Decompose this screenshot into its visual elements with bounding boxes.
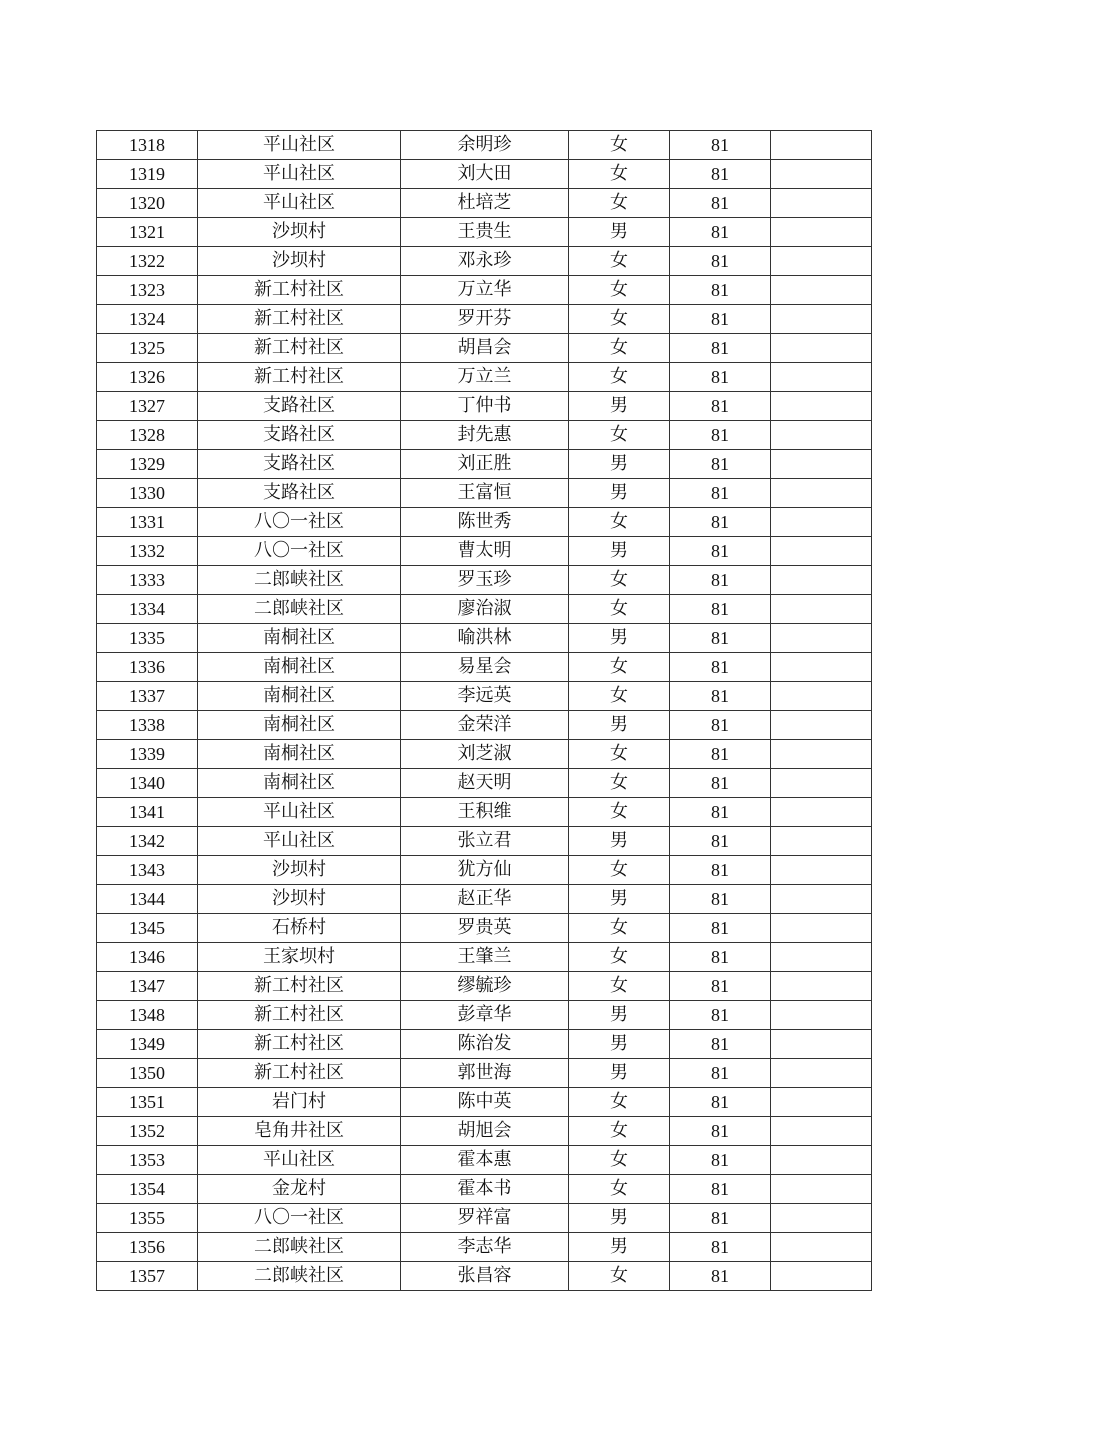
cell-community: 新工村社区 xyxy=(198,334,401,363)
cell-age: 81 xyxy=(670,1175,771,1204)
cell-number: 1341 xyxy=(97,798,198,827)
cell-note xyxy=(771,537,872,566)
table-row xyxy=(97,827,872,856)
cell-name: 王富恒 xyxy=(401,479,569,508)
cell-sex: 女 xyxy=(569,740,670,769)
cell-number: 1345 xyxy=(97,914,198,943)
cell-note xyxy=(771,450,872,479)
cell-note xyxy=(771,392,872,421)
cell-note xyxy=(771,479,872,508)
cell-community: 二郎峡社区 xyxy=(198,566,401,595)
cell-age: 81 xyxy=(670,479,771,508)
roster-body xyxy=(97,131,872,1291)
cell-community: 沙坝村 xyxy=(198,247,401,276)
cell-note xyxy=(771,943,872,972)
cell-age: 81 xyxy=(670,160,771,189)
cell-note xyxy=(771,624,872,653)
cell-note xyxy=(771,711,872,740)
table-row xyxy=(97,972,872,1001)
cell-community: 南桐社区 xyxy=(198,682,401,711)
cell-number: 1320 xyxy=(97,189,198,218)
cell-age: 81 xyxy=(670,421,771,450)
cell-sex: 男 xyxy=(569,827,670,856)
table-row xyxy=(97,653,872,682)
cell-sex: 男 xyxy=(569,218,670,247)
cell-number: 1331 xyxy=(97,508,198,537)
table-row xyxy=(97,595,872,624)
cell-name: 王积维 xyxy=(401,798,569,827)
table-row xyxy=(97,740,872,769)
table-row xyxy=(97,305,872,334)
cell-name: 曹太明 xyxy=(401,537,569,566)
cell-sex: 女 xyxy=(569,363,670,392)
cell-age: 81 xyxy=(670,943,771,972)
cell-number: 1357 xyxy=(97,1262,198,1291)
cell-note xyxy=(771,653,872,682)
table-row xyxy=(97,537,872,566)
cell-name: 胡旭会 xyxy=(401,1117,569,1146)
cell-age: 81 xyxy=(670,914,771,943)
cell-age: 81 xyxy=(670,827,771,856)
cell-number: 1337 xyxy=(97,682,198,711)
cell-name: 张立君 xyxy=(401,827,569,856)
cell-sex: 女 xyxy=(569,247,670,276)
cell-age: 81 xyxy=(670,1059,771,1088)
cell-number: 1349 xyxy=(97,1030,198,1059)
cell-age: 81 xyxy=(670,653,771,682)
cell-community: 平山社区 xyxy=(198,131,401,160)
cell-number: 1327 xyxy=(97,392,198,421)
cell-age: 81 xyxy=(670,276,771,305)
cell-name: 霍本书 xyxy=(401,1175,569,1204)
cell-name: 郭世海 xyxy=(401,1059,569,1088)
cell-number: 1322 xyxy=(97,247,198,276)
cell-name: 刘正胜 xyxy=(401,450,569,479)
cell-note xyxy=(771,1262,872,1291)
cell-name: 罗祥富 xyxy=(401,1204,569,1233)
cell-sex: 男 xyxy=(569,885,670,914)
cell-note xyxy=(771,566,872,595)
cell-sex: 女 xyxy=(569,160,670,189)
cell-sex: 女 xyxy=(569,334,670,363)
cell-number: 1334 xyxy=(97,595,198,624)
cell-name: 陈中英 xyxy=(401,1088,569,1117)
cell-name: 彭章华 xyxy=(401,1001,569,1030)
table-row xyxy=(97,450,872,479)
cell-sex: 女 xyxy=(569,305,670,334)
cell-age: 81 xyxy=(670,1233,771,1262)
cell-name: 张昌容 xyxy=(401,1262,569,1291)
cell-name: 喻洪林 xyxy=(401,624,569,653)
cell-number: 1319 xyxy=(97,160,198,189)
cell-number: 1338 xyxy=(97,711,198,740)
cell-community: 支路社区 xyxy=(198,421,401,450)
table-row xyxy=(97,1233,872,1262)
cell-sex: 男 xyxy=(569,450,670,479)
cell-community: 平山社区 xyxy=(198,827,401,856)
cell-age: 81 xyxy=(670,856,771,885)
cell-community: 平山社区 xyxy=(198,160,401,189)
table-row xyxy=(97,1059,872,1088)
cell-note xyxy=(771,740,872,769)
cell-community: 新工村社区 xyxy=(198,972,401,1001)
table-row xyxy=(97,160,872,189)
table-row xyxy=(97,769,872,798)
table-row xyxy=(97,334,872,363)
table-row xyxy=(97,1001,872,1030)
cell-age: 81 xyxy=(670,537,771,566)
cell-number: 1344 xyxy=(97,885,198,914)
cell-note xyxy=(771,914,872,943)
cell-community: 八〇一社区 xyxy=(198,1204,401,1233)
cell-community: 八〇一社区 xyxy=(198,537,401,566)
cell-number: 1330 xyxy=(97,479,198,508)
cell-note xyxy=(771,972,872,1001)
table-row xyxy=(97,885,872,914)
cell-note xyxy=(771,1233,872,1262)
cell-sex: 女 xyxy=(569,856,670,885)
cell-sex: 女 xyxy=(569,682,670,711)
cell-sex: 男 xyxy=(569,1204,670,1233)
cell-community: 石桥村 xyxy=(198,914,401,943)
table-row xyxy=(97,566,872,595)
roster-table xyxy=(96,130,872,1291)
cell-number: 1355 xyxy=(97,1204,198,1233)
cell-sex: 女 xyxy=(569,276,670,305)
cell-community: 沙坝村 xyxy=(198,218,401,247)
cell-sex: 女 xyxy=(569,508,670,537)
cell-age: 81 xyxy=(670,392,771,421)
cell-sex: 男 xyxy=(569,1233,670,1262)
cell-sex: 男 xyxy=(569,1059,670,1088)
cell-community: 二郎峡社区 xyxy=(198,595,401,624)
cell-number: 1346 xyxy=(97,943,198,972)
cell-sex: 女 xyxy=(569,943,670,972)
cell-sex: 女 xyxy=(569,769,670,798)
cell-age: 81 xyxy=(670,1204,771,1233)
cell-note xyxy=(771,769,872,798)
cell-number: 1354 xyxy=(97,1175,198,1204)
cell-note xyxy=(771,1204,872,1233)
cell-name: 王贵生 xyxy=(401,218,569,247)
cell-age: 81 xyxy=(670,189,771,218)
table-row xyxy=(97,914,872,943)
table-row xyxy=(97,682,872,711)
cell-name: 金荣洋 xyxy=(401,711,569,740)
cell-name: 封先惠 xyxy=(401,421,569,450)
cell-age: 81 xyxy=(670,1146,771,1175)
cell-note xyxy=(771,595,872,624)
cell-age: 81 xyxy=(670,682,771,711)
cell-community: 沙坝村 xyxy=(198,856,401,885)
cell-name: 万立兰 xyxy=(401,363,569,392)
cell-sex: 男 xyxy=(569,624,670,653)
cell-community: 皂角井社区 xyxy=(198,1117,401,1146)
cell-number: 1339 xyxy=(97,740,198,769)
cell-note xyxy=(771,218,872,247)
cell-sex: 女 xyxy=(569,595,670,624)
table-row xyxy=(97,624,872,653)
cell-sex: 女 xyxy=(569,421,670,450)
cell-note xyxy=(771,1001,872,1030)
cell-age: 81 xyxy=(670,218,771,247)
cell-sex: 女 xyxy=(569,1175,670,1204)
cell-name: 廖治淑 xyxy=(401,595,569,624)
cell-number: 1325 xyxy=(97,334,198,363)
table-row xyxy=(97,943,872,972)
cell-note xyxy=(771,334,872,363)
cell-sex: 男 xyxy=(569,711,670,740)
cell-note xyxy=(771,1146,872,1175)
cell-sex: 男 xyxy=(569,1030,670,1059)
cell-community: 南桐社区 xyxy=(198,653,401,682)
cell-note xyxy=(771,160,872,189)
cell-note xyxy=(771,276,872,305)
cell-community: 二郎峡社区 xyxy=(198,1233,401,1262)
cell-name: 罗贵英 xyxy=(401,914,569,943)
cell-number: 1329 xyxy=(97,450,198,479)
table-row xyxy=(97,363,872,392)
cell-age: 81 xyxy=(670,740,771,769)
cell-name: 杜培芝 xyxy=(401,189,569,218)
table-row xyxy=(97,856,872,885)
cell-number: 1333 xyxy=(97,566,198,595)
cell-name: 赵天明 xyxy=(401,769,569,798)
cell-number: 1321 xyxy=(97,218,198,247)
cell-sex: 女 xyxy=(569,798,670,827)
cell-sex: 男 xyxy=(569,392,670,421)
cell-number: 1342 xyxy=(97,827,198,856)
cell-sex: 女 xyxy=(569,653,670,682)
cell-number: 1336 xyxy=(97,653,198,682)
cell-note xyxy=(771,508,872,537)
cell-number: 1318 xyxy=(97,131,198,160)
cell-age: 81 xyxy=(670,247,771,276)
cell-note xyxy=(771,856,872,885)
cell-name: 刘大田 xyxy=(401,160,569,189)
cell-name: 李志华 xyxy=(401,1233,569,1262)
cell-age: 81 xyxy=(670,711,771,740)
cell-community: 新工村社区 xyxy=(198,1030,401,1059)
cell-note xyxy=(771,1175,872,1204)
cell-number: 1323 xyxy=(97,276,198,305)
cell-community: 沙坝村 xyxy=(198,885,401,914)
cell-community: 平山社区 xyxy=(198,798,401,827)
cell-name: 陈世秀 xyxy=(401,508,569,537)
cell-name: 余明珍 xyxy=(401,131,569,160)
table-row xyxy=(97,1088,872,1117)
cell-note xyxy=(771,682,872,711)
table-row xyxy=(97,218,872,247)
cell-name: 李远英 xyxy=(401,682,569,711)
cell-age: 81 xyxy=(670,566,771,595)
cell-note xyxy=(771,247,872,276)
cell-name: 丁仲书 xyxy=(401,392,569,421)
cell-number: 1350 xyxy=(97,1059,198,1088)
cell-name: 万立华 xyxy=(401,276,569,305)
cell-community: 南桐社区 xyxy=(198,711,401,740)
cell-sex: 女 xyxy=(569,189,670,218)
cell-note xyxy=(771,1088,872,1117)
cell-age: 81 xyxy=(670,1001,771,1030)
table-row xyxy=(97,508,872,537)
cell-number: 1351 xyxy=(97,1088,198,1117)
cell-sex: 女 xyxy=(569,131,670,160)
cell-name: 刘芝淑 xyxy=(401,740,569,769)
cell-note xyxy=(771,885,872,914)
cell-age: 81 xyxy=(670,885,771,914)
cell-community: 南桐社区 xyxy=(198,624,401,653)
cell-number: 1335 xyxy=(97,624,198,653)
cell-note xyxy=(771,1117,872,1146)
cell-community: 新工村社区 xyxy=(198,1001,401,1030)
cell-community: 岩门村 xyxy=(198,1088,401,1117)
table-row xyxy=(97,131,872,160)
cell-community: 支路社区 xyxy=(198,450,401,479)
table-row xyxy=(97,247,872,276)
table-row xyxy=(97,189,872,218)
cell-community: 支路社区 xyxy=(198,479,401,508)
cell-sex: 男 xyxy=(569,537,670,566)
cell-name: 王肇兰 xyxy=(401,943,569,972)
table-row xyxy=(97,421,872,450)
cell-age: 81 xyxy=(670,1262,771,1291)
cell-name: 赵正华 xyxy=(401,885,569,914)
cell-name: 罗开芬 xyxy=(401,305,569,334)
cell-community: 新工村社区 xyxy=(198,363,401,392)
cell-age: 81 xyxy=(670,305,771,334)
cell-age: 81 xyxy=(670,334,771,363)
cell-note xyxy=(771,798,872,827)
cell-age: 81 xyxy=(670,508,771,537)
cell-name: 罗玉珍 xyxy=(401,566,569,595)
cell-note xyxy=(771,189,872,218)
cell-age: 81 xyxy=(670,1088,771,1117)
cell-age: 81 xyxy=(670,624,771,653)
cell-sex: 女 xyxy=(569,566,670,595)
cell-number: 1347 xyxy=(97,972,198,1001)
cell-age: 81 xyxy=(670,363,771,392)
table-row xyxy=(97,1030,872,1059)
cell-number: 1340 xyxy=(97,769,198,798)
cell-age: 81 xyxy=(670,595,771,624)
cell-name: 邓永珍 xyxy=(401,247,569,276)
table-row xyxy=(97,1117,872,1146)
cell-community: 支路社区 xyxy=(198,392,401,421)
table-row xyxy=(97,479,872,508)
cell-note xyxy=(771,1059,872,1088)
cell-community: 新工村社区 xyxy=(198,305,401,334)
cell-number: 1348 xyxy=(97,1001,198,1030)
cell-number: 1326 xyxy=(97,363,198,392)
cell-note xyxy=(771,363,872,392)
cell-note xyxy=(771,827,872,856)
cell-number: 1343 xyxy=(97,856,198,885)
cell-number: 1332 xyxy=(97,537,198,566)
cell-sex: 女 xyxy=(569,1117,670,1146)
cell-age: 81 xyxy=(670,1117,771,1146)
cell-community: 平山社区 xyxy=(198,1146,401,1175)
table-row xyxy=(97,1146,872,1175)
cell-community: 新工村社区 xyxy=(198,1059,401,1088)
cell-name: 易星会 xyxy=(401,653,569,682)
cell-community: 南桐社区 xyxy=(198,740,401,769)
cell-sex: 女 xyxy=(569,972,670,1001)
cell-age: 81 xyxy=(670,131,771,160)
cell-number: 1353 xyxy=(97,1146,198,1175)
cell-number: 1328 xyxy=(97,421,198,450)
table-row xyxy=(97,798,872,827)
cell-community: 南桐社区 xyxy=(198,769,401,798)
table-row xyxy=(97,1175,872,1204)
table-row xyxy=(97,1204,872,1233)
cell-sex: 女 xyxy=(569,1146,670,1175)
cell-sex: 女 xyxy=(569,1262,670,1291)
cell-name: 陈治发 xyxy=(401,1030,569,1059)
cell-community: 新工村社区 xyxy=(198,276,401,305)
cell-note xyxy=(771,305,872,334)
cell-sex: 男 xyxy=(569,1001,670,1030)
cell-age: 81 xyxy=(670,798,771,827)
cell-number: 1324 xyxy=(97,305,198,334)
cell-community: 八〇一社区 xyxy=(198,508,401,537)
cell-community: 二郎峡社区 xyxy=(198,1262,401,1291)
cell-name: 缪毓珍 xyxy=(401,972,569,1001)
table-row xyxy=(97,276,872,305)
cell-sex: 女 xyxy=(569,1088,670,1117)
cell-number: 1352 xyxy=(97,1117,198,1146)
cell-note xyxy=(771,421,872,450)
table-row xyxy=(97,392,872,421)
cell-sex: 女 xyxy=(569,914,670,943)
cell-name: 犹方仙 xyxy=(401,856,569,885)
cell-name: 胡昌会 xyxy=(401,334,569,363)
cell-number: 1356 xyxy=(97,1233,198,1262)
cell-name: 霍本惠 xyxy=(401,1146,569,1175)
cell-age: 81 xyxy=(670,972,771,1001)
cell-age: 81 xyxy=(670,450,771,479)
roster-sheet xyxy=(96,130,872,1291)
cell-age: 81 xyxy=(670,1030,771,1059)
cell-age: 81 xyxy=(670,769,771,798)
cell-note xyxy=(771,1030,872,1059)
cell-community: 王家坝村 xyxy=(198,943,401,972)
cell-community: 金龙村 xyxy=(198,1175,401,1204)
cell-sex: 男 xyxy=(569,479,670,508)
table-row xyxy=(97,1262,872,1291)
table-row xyxy=(97,711,872,740)
cell-note xyxy=(771,131,872,160)
cell-community: 平山社区 xyxy=(198,189,401,218)
